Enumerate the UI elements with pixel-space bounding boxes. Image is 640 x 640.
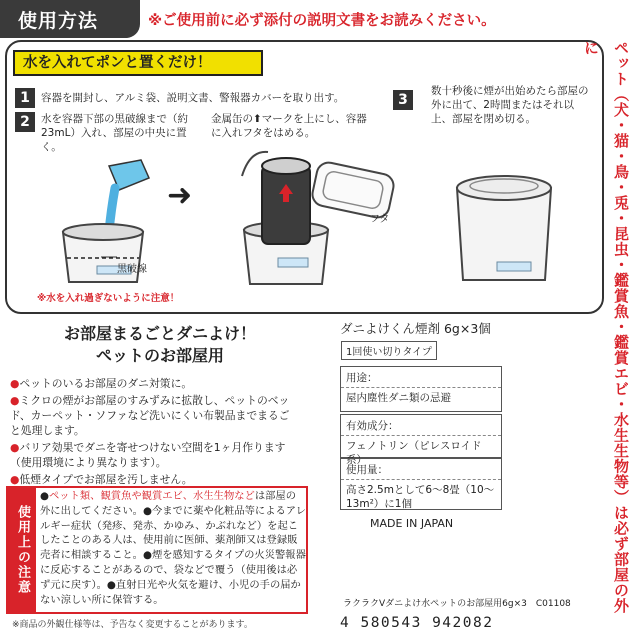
bullet-icon: ● bbox=[40, 490, 49, 502]
footer-note: ※商品の外観仕様等は、予告なく変更することがあります。 bbox=[12, 620, 253, 630]
product-code: ラクラクVダニよけ水ペットのお部屋用6g×3 C01108 bbox=[343, 599, 571, 609]
bullet-icon: ● bbox=[10, 377, 20, 390]
caution-box bbox=[6, 486, 308, 614]
caution-red-lead: ペット類、観賞魚や観賞エビ、水生生物など bbox=[49, 490, 255, 502]
subtitle-line-2: ペットのお部屋用 bbox=[95, 346, 224, 365]
ingredient-value: フェノトリン（ピレスロイド系） bbox=[346, 440, 482, 466]
header-warning: ※ご使用前に必ず添付の説明文書をお読みください。 bbox=[148, 13, 496, 29]
usage-box bbox=[340, 366, 502, 412]
barcode-number: 4 580543 942082 bbox=[340, 615, 494, 631]
list-item: ●ペットのいるお部屋のダニ対策に。 bbox=[10, 377, 193, 390]
step-2-number: 2 bbox=[15, 112, 35, 132]
ingredient-label: 有効成分： bbox=[341, 415, 501, 436]
step-2-text-a: 水を容器下部の黒破線まで（約23mL）入れ、部屋の中央に置く。 bbox=[41, 113, 188, 153]
caution-rest: ●今までに薬や化粧品等によるアレルギー症状（発疹、発赤、かゆみ、かぶれなど）を起こしたことのある人は、使用前に医師、薬剤師又は登録販売者に相談すること。●煙を感知するタイプの火災警報器に反応することがあるので、袋などで覆う（使用後は必ず元に戻す）。●直射日光や火気を避け、小児の手の届かない涼しい所に保管する。 bbox=[40, 504, 306, 606]
made-in-label: MADE IN JAPAN bbox=[370, 517, 454, 530]
arrow-right-icon: ➜ bbox=[167, 178, 193, 213]
subtitle-line-1: お部屋まるごとダニよけ！ bbox=[63, 324, 256, 343]
instruction-panel bbox=[5, 40, 604, 314]
panel-caution-note: ※水を入れ過ぎないように注意！ bbox=[37, 293, 180, 304]
usage-value: 屋内塵性ダニ類の忌避 bbox=[346, 392, 451, 404]
ingredient-box bbox=[340, 414, 502, 466]
caution-label: 使用上の注意 bbox=[8, 488, 36, 612]
step-3-number: 3 bbox=[393, 90, 413, 110]
caution-body bbox=[40, 489, 306, 607]
lid-label: フタ bbox=[370, 214, 390, 225]
bullet-icon: ● bbox=[10, 473, 20, 486]
amount-box bbox=[340, 458, 502, 510]
list-item: ●低煙タイプでお部屋を汚しません。 bbox=[10, 473, 193, 486]
step-1-text: 容器を開封し、アルミ袋、説明文書、警報器カバーを取り出す。 bbox=[41, 92, 345, 104]
dashed-line-label: 黒破線 bbox=[117, 264, 147, 275]
side-vertical-note: ペット（犬・猫・鳥・兎・昆虫・鑑賞魚・鑑賞エビ・水生生物等）は必ず部屋の外に bbox=[582, 40, 630, 614]
list-item: ●ミクロの煙がお部屋のすみずみに拡散し、ペットのベッド、カーペット・ソファなど洗いにくい布製品までまるごと処理します。 bbox=[10, 394, 290, 437]
step-1-number: 1 bbox=[15, 88, 35, 108]
page-title: 使用方法 bbox=[18, 10, 99, 32]
bullet-icon: ● bbox=[10, 441, 20, 454]
usage-label: 用途： bbox=[341, 367, 501, 388]
caution-text-after-red: は部屋の外に出してください。 bbox=[40, 490, 297, 517]
product-name: ダニよけくん煙剤 6g×3個 bbox=[340, 321, 491, 336]
feature-list bbox=[10, 376, 300, 489]
amount-label: 使用量： bbox=[341, 459, 501, 480]
product-type-badge: 1回使い切りタイプ bbox=[341, 341, 437, 360]
product-subtitle bbox=[20, 323, 300, 367]
step-2-text-b: 金属缶の⬆マークを上にし、容器に入れフタをはめる。 bbox=[211, 113, 367, 139]
closed-container-illustration bbox=[447, 158, 562, 290]
amount-value: 高さ2.5mとして6〜8畳（10〜13m²）に1個 bbox=[346, 484, 495, 510]
instruction-banner: 水を入れてポンと置くだけ！ bbox=[13, 50, 263, 76]
dashed-line-leader bbox=[101, 254, 117, 260]
bullet-icon: ● bbox=[10, 394, 20, 407]
list-item: ●バリア効果でダニを寄せつけない空間を1ヶ月作ります（使用環境により異なります）。 bbox=[10, 441, 286, 469]
step-3-text: 数十秒後に煙が出始めたら部屋の外に出て、2時間またはそれ以上、部屋を閉め切る。 bbox=[431, 85, 589, 125]
